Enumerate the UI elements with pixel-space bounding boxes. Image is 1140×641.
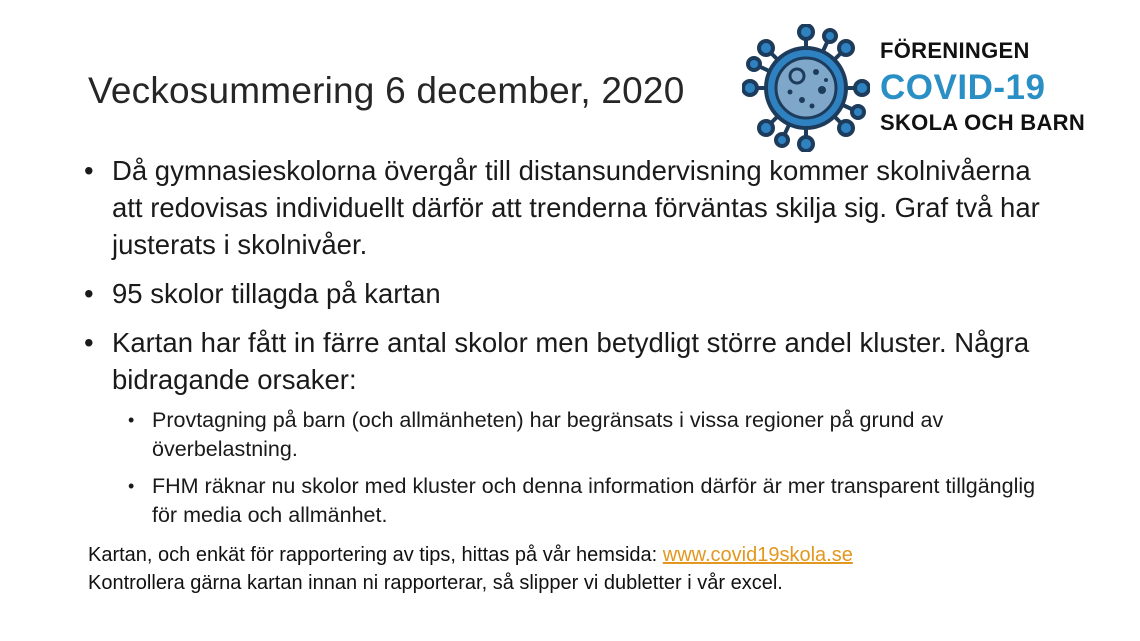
logo bbox=[742, 24, 1102, 152]
bullet-item bbox=[84, 152, 1064, 263]
logo-line-1: FÖRENINGEN bbox=[880, 38, 1030, 63]
sub-bullet-dot: • bbox=[128, 410, 135, 430]
sub-bullet-dot: • bbox=[128, 476, 135, 496]
bullet-dot: • bbox=[84, 278, 94, 309]
footer-line-2: Kontrollera gärna kartan innan ni rapporterar, så slipper vi dubletter i vår excel. bbox=[88, 572, 783, 594]
bullet-text: 95 skolor tillagda på kartan bbox=[112, 278, 441, 309]
virus-icon bbox=[742, 24, 870, 152]
bullet-list bbox=[84, 152, 1064, 538]
sub-bullet-text: FHM räknar nu skolor med kluster och denna information därför är mer transparent tillgänglig för media och allmänhet. bbox=[152, 474, 1036, 527]
bullet-dot: • bbox=[84, 155, 94, 186]
sub-bullet-text: Provtagning på barn (och allmänheten) har begränsats i vissa regioner på grund av överbelastning. bbox=[152, 408, 944, 461]
footer-line-1 bbox=[88, 541, 1068, 569]
logo-line-2: COVID-19 bbox=[880, 68, 1046, 107]
bullet-text: Kartan har fått in färre antal skolor men betydligt större andel kluster. Några bidragande orsaker: bbox=[112, 327, 1030, 395]
sub-bullet-item bbox=[84, 472, 1064, 530]
footer-line-1-text: Kartan, och enkät för rapportering av tips, hittas på vår hemsida: bbox=[88, 544, 663, 566]
bullet-text: Då gymnasieskolorna övergår till distansundervisning kommer skolnivåerna att redovisas individuellt därför att trenderna förväntas skilja sig. Graf två har justerats i skolnivåer. bbox=[112, 155, 1040, 260]
logo-line-3: SKOLA OCH BARN bbox=[880, 110, 1086, 135]
page-title: Veckosummering 6 december, 2020 bbox=[88, 70, 685, 111]
website-link[interactable]: www.covid19skola.se bbox=[662, 544, 853, 566]
bullet-item bbox=[84, 324, 1064, 398]
footer-note bbox=[88, 541, 1068, 597]
sub-bullet-item bbox=[84, 406, 1064, 464]
bullet-item bbox=[84, 275, 1064, 312]
bullet-dot: • bbox=[84, 327, 94, 358]
